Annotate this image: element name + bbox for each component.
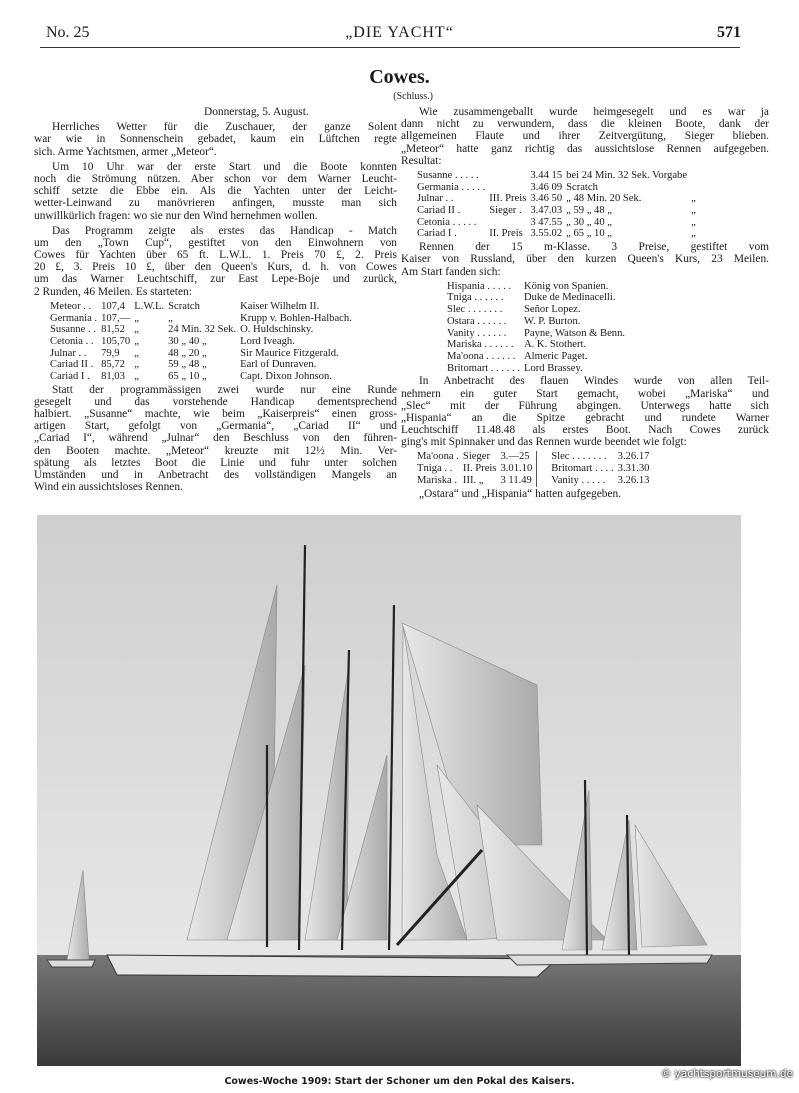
table-cell: Scratch xyxy=(566,181,598,193)
left-column xyxy=(34,106,397,496)
table-cell: Mariska . xyxy=(417,474,458,486)
text-line: 20 £, 3. Preis 10 £, über den Queen's Kurs, d. h. von Cowes xyxy=(34,261,397,274)
table-cell: O. Huldschinsky. xyxy=(240,324,314,336)
text-line: noch die Strömung nützen. Aber schon vor dem Warner Leucht- xyxy=(34,172,397,185)
table-row xyxy=(447,304,629,316)
table-cell: König von Spanien. xyxy=(523,280,609,292)
text-line: um den „Town Cup“, gestiftet von den Einwohnern von xyxy=(34,236,397,249)
table-row xyxy=(417,182,700,194)
right-column xyxy=(401,106,769,503)
text-line: „Slec“ mit der Führung abgingen. Unterwegs hatte sich xyxy=(401,399,769,412)
table-row xyxy=(50,313,356,325)
text-line: halbiert. „Susanne“ machte, wie beim „Kaiserpreis“ einen gross- xyxy=(34,408,397,421)
watermark: © yachtsportmuseum.de xyxy=(660,1068,793,1080)
text-line: 2 Runden, 46 Meilen. Es starteten: xyxy=(34,285,192,298)
table-cell: „ xyxy=(134,359,139,371)
table-row xyxy=(417,463,653,475)
table-cell: Susanne . . xyxy=(50,324,96,336)
issue-number: No. 25 xyxy=(46,24,90,41)
text-line: Herrliches Wetter für die Zuschauer, der ganze Solent xyxy=(52,121,397,134)
paragraph xyxy=(34,384,397,494)
text-line: Donnerstag, 5. August. xyxy=(204,106,309,118)
table-cell xyxy=(489,217,530,229)
table-cell: L.W.L. xyxy=(134,300,165,312)
table-row xyxy=(417,170,700,182)
table-cell: Lord Brassey. xyxy=(523,362,583,374)
table-cell xyxy=(489,170,530,182)
table-cell: Cariad I . xyxy=(50,371,90,383)
table-cell: 59 „ 48 „ xyxy=(168,359,207,371)
table-cell: III. „ xyxy=(462,474,484,486)
table-cell: 3.46 09 xyxy=(530,181,563,193)
table-cell: „ xyxy=(134,324,139,336)
table-cell: 48 „ 20 „ xyxy=(168,347,207,359)
schooner-race-photo xyxy=(37,515,741,1066)
table-cell: Cariad II . xyxy=(417,205,461,217)
table-cell: W. P. Burton. xyxy=(523,315,581,327)
table-cell: 3.26.13 xyxy=(617,474,650,486)
article-subtitle-wrap xyxy=(0,91,799,102)
table-row xyxy=(417,451,653,463)
results-table xyxy=(447,281,629,375)
paragraph xyxy=(34,225,397,298)
table-cell: „ xyxy=(134,335,139,347)
table-cell: „ 30 „ 40 „ xyxy=(566,216,612,228)
table-cell: Sieger xyxy=(462,451,490,463)
table-cell: Cetonia . . xyxy=(50,335,94,347)
table-row xyxy=(447,292,629,304)
table-cell: 107,4 xyxy=(101,300,125,312)
table-cell: Cariad II . xyxy=(50,359,94,371)
text-line: schiff setzte die Ebbe ein. Als die Yachten unter der Leicht- xyxy=(34,185,397,198)
table-cell: A. K. Stothert. xyxy=(523,339,587,351)
table-cell: „ xyxy=(691,228,696,240)
table-cell: Britomart . . . . xyxy=(537,463,618,475)
table-cell: Krupp v. Bohlen-Halbach. xyxy=(240,312,352,324)
text-line: dann nicht zu verwundern, dass die kleinen Boote, dank der xyxy=(401,118,769,131)
article-subtitle: (Schluss.) xyxy=(393,91,433,102)
table-cell: 24 Min. 32 Sek. xyxy=(168,324,237,336)
table-cell: Slec . . . . . . . xyxy=(537,451,618,463)
results-table xyxy=(417,170,700,240)
table-cell: Julnar . . xyxy=(417,193,454,205)
table-row xyxy=(447,328,629,340)
table-cell: Slec . . . . . . . xyxy=(447,304,503,316)
text-line: wetter-Leinwand zu manövrieren anfingen, musste man sich xyxy=(34,197,397,210)
table-row xyxy=(447,363,629,375)
results-table xyxy=(50,301,356,383)
text-line: nehmern ein guter Start gemacht, wobei „Mariska“ und xyxy=(401,387,769,400)
table-cell: 3.55.02 xyxy=(530,228,563,240)
table-cell: Vanity . . . . . xyxy=(537,475,618,487)
paragraph xyxy=(34,161,397,222)
table-row xyxy=(447,316,629,328)
table-cell: „ xyxy=(168,312,173,324)
paragraph xyxy=(34,121,397,158)
text-line: Rennen der 15 m-Klasse. 3 Preise, gestiftet vom xyxy=(419,241,769,254)
table-cell: Sieger . xyxy=(489,205,522,217)
table-cell: Duke de Medinacelli. xyxy=(523,292,616,304)
paragraph xyxy=(401,241,769,278)
text-line: Kaiser von Russland, über den kurzen Queen's Kurs, 23 Meilen. xyxy=(401,253,769,266)
table-cell: Hispania . . . . . xyxy=(447,280,512,292)
table-row xyxy=(50,348,356,360)
text-line: „Cariad I“, während „Julnar“ den Beschluss von den führen- xyxy=(34,432,397,445)
text-line: spätung als letztes Boot die Linie und fuhr unter solchen xyxy=(34,456,397,469)
text-line: ging's mit Spinnaker und das Rennen wurde beendet wie folgt: xyxy=(401,436,687,449)
text-line: gesegelt und das vorstehende Handicap dementsprechend xyxy=(34,395,397,408)
table-cell: 30 „ 40 „ xyxy=(168,335,207,347)
table-row xyxy=(50,336,356,348)
table-cell: Meteor . . xyxy=(50,300,92,312)
table-cell: „ 59 „ 48 „ xyxy=(566,205,612,217)
text-line: allgemeinen Flaute und ihrer Zeitvergütung, Sieger blieben. xyxy=(401,130,769,143)
table-cell: Britomart . . . . . . xyxy=(447,362,520,374)
header-rule xyxy=(40,47,740,48)
text-line: war wie in Sonnenschein gebadet, kaum ein Lüftchen regte xyxy=(34,133,397,146)
paragraph xyxy=(401,488,769,500)
table-row xyxy=(50,324,356,336)
table-cell: Scratch xyxy=(168,300,200,312)
text-line: Cowes für Yachten über 65 ft. L.W.L. 1. Preis 70 £, 2. Preis xyxy=(34,249,397,262)
table-cell xyxy=(489,182,530,194)
table-row xyxy=(50,371,356,383)
table-row xyxy=(417,475,653,487)
table-cell xyxy=(691,182,700,194)
table-cell: 3.—25 xyxy=(500,451,530,463)
table-cell: 3.31.30 xyxy=(617,463,650,475)
text-line: Umständen und in Anbetracht des vollständigen Mangels an xyxy=(34,469,397,482)
table-cell: Capt. Dixon Johnson. xyxy=(240,371,332,383)
table-cell: 81,52 xyxy=(101,324,125,336)
table-cell: Germania . . . . . xyxy=(417,181,486,193)
table-cell: „ xyxy=(691,216,696,228)
text-line: Wie zusammengeballt wurde heimgesegelt und es war ja xyxy=(419,106,769,118)
page-number: 571 xyxy=(717,24,741,41)
table-cell: Julnar . . xyxy=(50,347,87,359)
table-cell: Sir Maurice Fitzgerald. xyxy=(240,347,339,359)
text-line: „Hispania“ an die Spitze gebracht und rundete Warner xyxy=(401,411,769,424)
table-cell: 3 47.55 xyxy=(530,216,563,228)
table-cell: 3.47.03 xyxy=(530,205,563,217)
table-cell: bei 24 Min. 32 Sek. Vorgabe xyxy=(566,169,688,181)
table-cell: Earl of Dunraven. xyxy=(240,359,317,371)
table-cell: Ostara . . . . . . xyxy=(447,315,507,327)
table-cell: Almeric Paget. xyxy=(523,350,588,362)
table-cell: 81,03 xyxy=(101,371,125,383)
table-cell: 107,— xyxy=(101,312,131,324)
article-title: Cowes. xyxy=(369,66,430,88)
table-cell: Lord Iveagh. xyxy=(240,335,295,347)
table-cell: „ xyxy=(134,312,139,324)
table-cell: 105,70 xyxy=(101,335,131,347)
results-table xyxy=(417,451,653,486)
table-row xyxy=(447,339,629,351)
table-row xyxy=(417,217,700,229)
table-cell xyxy=(691,170,700,182)
table-cell: „ xyxy=(691,193,696,205)
table-row xyxy=(417,228,700,240)
paragraph xyxy=(34,106,397,118)
text-line: unwillkürlich fragen: wo sie nur den Wind hernehmen wollen. xyxy=(34,209,318,222)
table-cell: „ 65 „ 10 „ xyxy=(566,228,612,240)
table-cell: Susanne . . . . . xyxy=(417,169,479,181)
table-cell: III. Preis xyxy=(489,193,527,205)
table-cell: 3.01.10 xyxy=(500,463,533,475)
text-line: Am Start fanden sich: xyxy=(401,265,501,278)
text-line: Statt der programmässigen zwei wurde nur eine Runde xyxy=(52,383,397,396)
table-cell: 3.26.17 xyxy=(617,451,650,463)
magazine-title: „DIE YACHT“ xyxy=(345,24,454,41)
table-cell: Tniga . . . . . . xyxy=(447,292,504,304)
table-cell: Mariska . . . . . . xyxy=(447,339,514,351)
table-cell: „ 48 Min. 20 Sek. xyxy=(566,193,642,205)
table-cell: Señor Lopez. xyxy=(523,304,581,316)
text-line: sich. Arme Yachtsmen, armer „Meteor“. xyxy=(34,145,217,158)
text-line: Das Programm zeigte als erstes das Handicap - Match xyxy=(52,224,397,237)
paragraph xyxy=(401,106,769,167)
table-cell: Vanity . . . . . . xyxy=(447,327,507,339)
text-line: Leuchtschiff 11.48.48 als erstes Boot. Nach Cowes zurück xyxy=(401,424,769,437)
table-row xyxy=(447,281,629,293)
table-cell: „ xyxy=(134,347,139,359)
table-cell: Ma'oona . xyxy=(417,451,459,463)
table-row xyxy=(50,359,356,371)
table-cell: 85,72 xyxy=(101,359,125,371)
text-line: Wind ein aussichtsloses Rennen. xyxy=(34,481,183,494)
text-line: den Booten machte. „Meteor“ kreuzte mit 12½ Min. Ver- xyxy=(34,444,397,457)
table-cell: Kaiser Wilhelm II. xyxy=(240,300,320,312)
text-line: „Meteor“ hatte ganz richtig das aussichtslose Rennen aufgegeben. xyxy=(401,142,769,155)
table-cell: 65 „ 10 „ xyxy=(168,371,207,383)
table-row xyxy=(447,351,629,363)
table-cell: Tniga . . xyxy=(417,463,453,475)
table-cell: II. Preis xyxy=(462,463,497,475)
photo-caption: Cowes-Woche 1909: Start der Schoner um den Pokal des Kaisers. xyxy=(224,1076,575,1087)
table-cell: 3 11.49 xyxy=(500,474,532,486)
table-cell: II. Preis xyxy=(489,228,523,240)
table-cell: Cariad I . xyxy=(417,228,457,240)
table-cell: Germania . xyxy=(50,312,98,324)
table-row xyxy=(417,205,700,217)
text-line: „Ostara“ und „Hispania“ hatten aufgegeben. xyxy=(419,487,622,500)
table-cell: Cetonia . . . . . xyxy=(417,216,477,228)
table-row xyxy=(50,301,356,313)
text-line: In Anbetracht des flauen Windes wurde von allen Teil- xyxy=(419,375,769,388)
table-cell: „ xyxy=(134,371,139,383)
table-cell: Payne, Watson & Benn. xyxy=(523,327,626,339)
text-line: artigen Start, gefolgt von „Germania“, „Cariad II“ und xyxy=(34,420,397,433)
text-line: Resultat: xyxy=(401,154,442,167)
table-cell: 79,9 xyxy=(101,347,120,359)
text-line: um das Warner Leuchtschiff, zur East Lepe-Boje und zurück, xyxy=(34,273,397,286)
table-cell: 3.46 50 xyxy=(530,193,563,205)
paragraph xyxy=(401,375,769,448)
table-row xyxy=(417,193,700,205)
text-line: Um 10 Uhr war der erste Start und die Boote konnten xyxy=(52,160,397,173)
table-cell: 3.44 15 xyxy=(530,169,563,181)
table-cell: „ xyxy=(691,205,696,217)
table-cell: Ma'oona . . . . . . xyxy=(447,350,516,362)
